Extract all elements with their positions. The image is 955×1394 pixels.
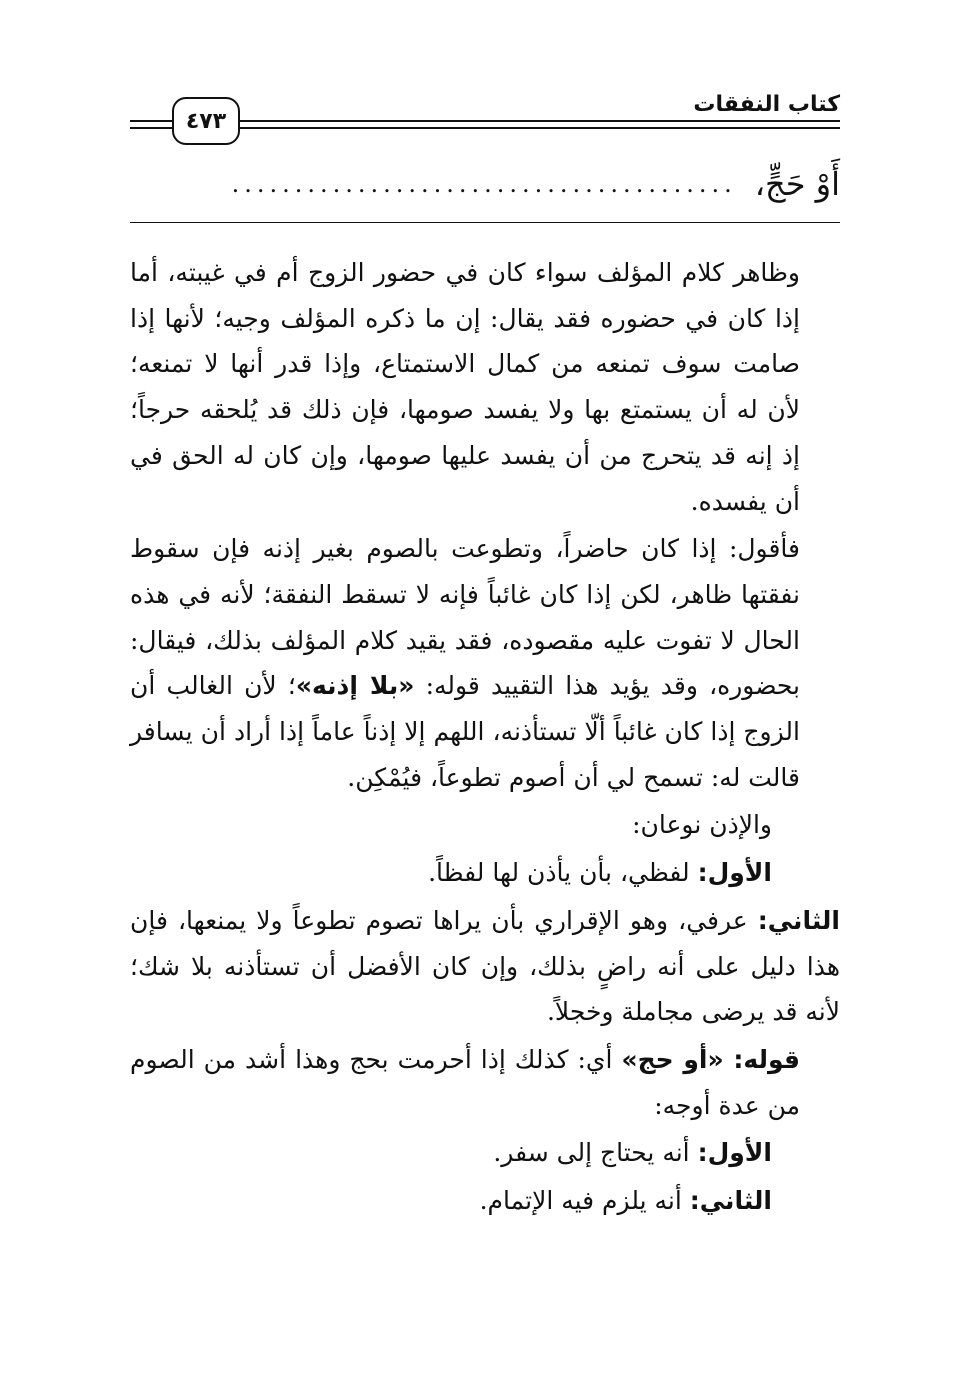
matn-text: أَوْ حَجٍّ، [754,165,840,203]
matn-divider [130,222,840,223]
paragraph-4-text: لفظي، بأن يأذن لها لفظاً. [428,858,698,888]
paragraph-5-label: الثاني: [757,905,840,935]
paragraph-8-text: أنه يلزم فيه الإتمام. [479,1186,690,1216]
commentary-body [130,250,840,1226]
matn-line [130,160,840,208]
paragraph-6-label: قوله: [733,1044,800,1074]
matn-dots: ........................................ [231,170,737,198]
paragraph-2-quote: «بلا إذنه» [295,671,415,701]
paragraph-2 [130,526,840,800]
paragraph-4-label: الأول: [697,858,772,888]
paragraph-5 [130,898,840,1035]
paragraph-6-text: أي: كذلك إذا أحرمت بحج وهذا أشد من الصوم من عدة أوجه: [130,1044,800,1120]
paragraph-7 [130,1130,840,1176]
paragraph-8 [130,1178,840,1224]
header-rule-left-bottom [130,127,172,129]
header-rule-right-top [236,120,840,122]
paragraph-7-label: الأول: [697,1138,772,1168]
header-rule-right-bottom [236,127,840,129]
running-title: كتاب النفقات [693,92,840,117]
paragraph-5-text: عرفي، وهو الإقراري بأن يراها تصوم تطوعاً ولا يمنعها، فإن هذا دليل على أنه راضٍ بذلك، وإن كان الأفضل أن تستأذنه بلا شك؛ لأنه قد يرضى مجاملة وخجلاً. [130,905,840,1027]
page-number: ٤٧٣ [172,97,240,145]
header-rule-left-top [130,120,172,122]
paragraph-6-quote: «أو حج» [621,1044,734,1074]
paragraph-6 [130,1037,840,1128]
paragraph-2-text-a: فأقول: إذا كان حاضراً، وتطوعت بالصوم بغير إذنه فإن سقوط نفقتها ظاهر، لكن إذا كان غائباً فإنه لا تسقط النفقة؛ لأنه في هذه الحال لا تفوت عليه مقصوده، فقد يقيد كلام المؤلف بذلك، فيقال: بحضوره، وقد يؤيد هذا التقييد قوله: [130,534,800,701]
paragraph-8-label: الثاني: [689,1186,772,1216]
paragraph-7-text: أنه يحتاج إلى سفر. [493,1138,698,1168]
paragraph-1: وظاهر كلام المؤلف سواء كان في حضور الزوج أم في غيبته، أما إذا كان في حضوره فقد يقال: إن ما ذكره المؤلف وجيه؛ لأنها إذا صامت سوف تمنعه من كمال الاستمتاع، وإذا قدر أنها لا تمنعه؛ لأن له أن يستمتع بها ولا يفسد صومها، فإن ذلك قد يُلحقه حرجاً؛ إذ إنه قد يتحرج من أن يفسد عليها صومها، وإن كان له الحق في أن يفسده. [130,258,800,516]
paragraph-2-text-b: ؛ لأن الغالب أن الزوج إذا كان غائباً ألّا تستأذنه، اللهم إلا إذناً عاماً إذا أراد أن يسافر قالت له: تسمح لي أن أصوم تطوعاً، فيُمْكِن. [130,671,800,792]
paragraph-3: والإذن نوعان: [632,810,772,840]
paragraph-4 [130,850,840,896]
